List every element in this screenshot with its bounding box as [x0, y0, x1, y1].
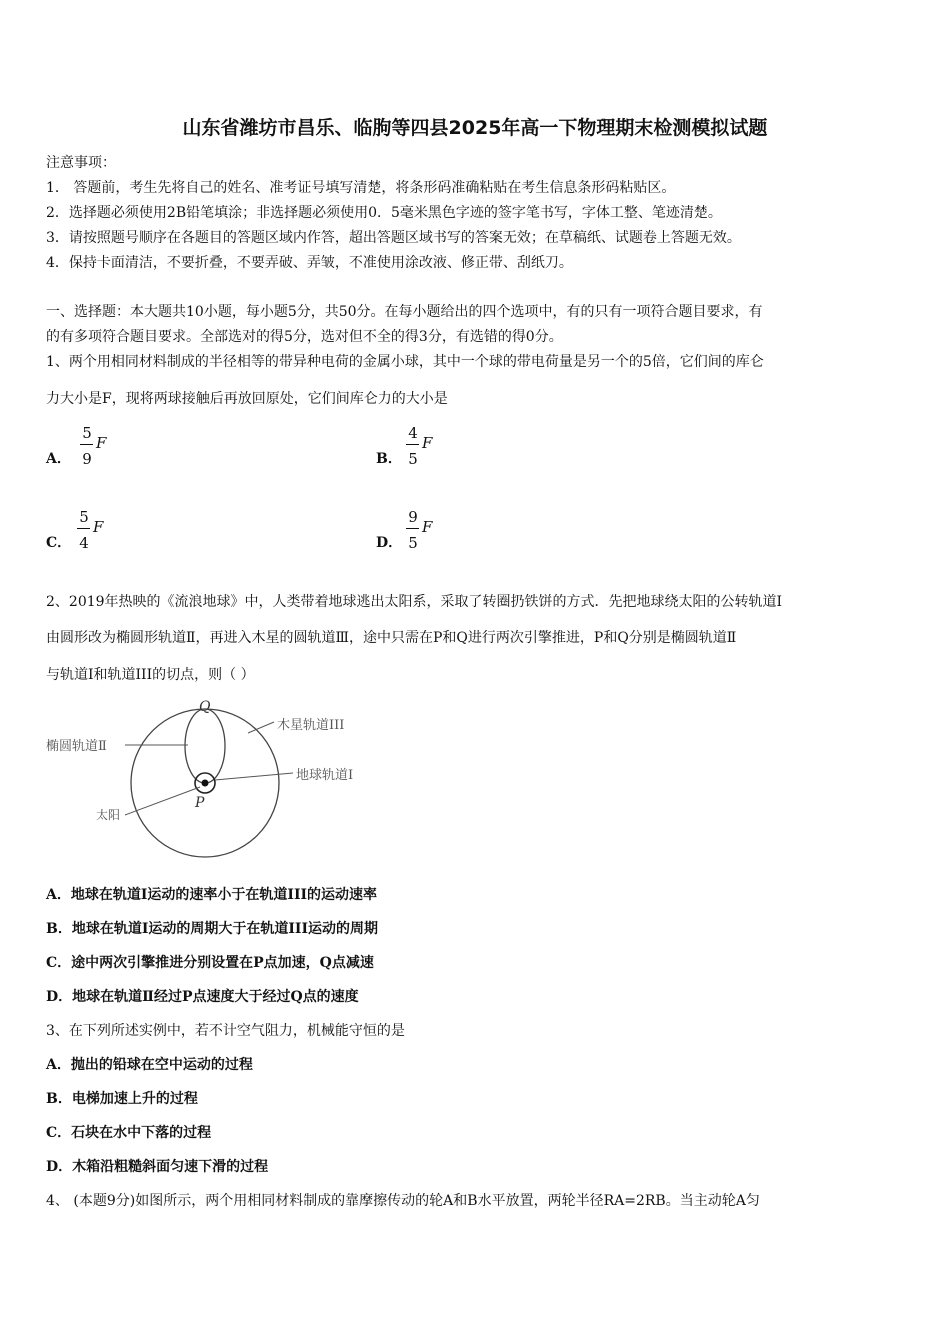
- elliptical-orbit: [185, 709, 225, 783]
- question-3-option: A．抛出的铅球在空中运动的过程: [46, 1057, 253, 1073]
- fraction-numerator: 4: [408, 424, 418, 442]
- fraction-bar: [406, 444, 419, 445]
- fraction-denominator: 4: [79, 534, 89, 552]
- force-variable: F: [96, 434, 107, 452]
- question-2-option: C．途中两次引擎推进分别设置在P点加速，Q点减速: [46, 955, 374, 971]
- notice-item: 2．选择题必须使用2B铅笔填涂；非选择题必须使用0．5毫米黑色字迹的签字笔书写，字体工整、笔迹清楚。: [46, 205, 722, 221]
- orbit-diagram: [40, 695, 400, 865]
- question-2-option: B．地球在轨道I运动的周期大于在轨道III运动的周期: [46, 921, 379, 937]
- notice-item: 3．请按照题号顺序在各题目的答题区域内作答，超出答题区域书写的答案无效；在草稿纸、试题卷上答题无效。: [46, 230, 741, 246]
- label-elliptical-orbit: 椭圆轨道Ⅱ: [46, 739, 107, 754]
- notice-item: 4．保持卡面清洁，不要折叠，不要弄破、弄皱，不准使用涂改液、修正带、刮纸刀。: [46, 255, 573, 271]
- page-title: 山东省潍坊市昌乐、临朐等四县2025年高一下物理期末检测模拟试题: [182, 117, 768, 139]
- fraction-denominator: 5: [408, 534, 418, 552]
- question-3-option: B．电梯加速上升的过程: [46, 1091, 198, 1107]
- question-2-option: D．地球在轨道Ⅱ经过P点速度大于经过Q点的速度: [46, 989, 359, 1005]
- fraction-numerator: 9: [408, 508, 418, 526]
- question-2-stem: 与轨道I和轨道III的切点，则（ ）: [46, 667, 255, 683]
- section-intro-line: 的有多项符合题目要求。全部选对的得5分，选对但不全的得3分，有选错的得0分。: [46, 329, 563, 345]
- option-label: B．: [376, 451, 402, 467]
- sun-icon: [202, 780, 209, 787]
- notice-heading: 注意事项：: [46, 155, 116, 171]
- fraction-bar: [77, 528, 90, 529]
- question-3-stem: 3、在下列所述实例中，若不计空气阻力，机械能守恒的是: [46, 1023, 405, 1039]
- force-variable: F: [93, 518, 104, 536]
- question-4-stem: 4、 (本题9分)如图所示，两个用相同材料制成的靠摩擦传动的轮A和B水平放置，两轮半径RA=2RB。当主动轮A匀: [46, 1193, 760, 1209]
- fraction-denominator: 5: [408, 450, 418, 468]
- label-q: Q: [199, 699, 211, 715]
- option-label: D．: [376, 535, 403, 551]
- section-intro-line: 一、选择题：本大题共10小题，每小题5分，共50分。在每小题给出的四个选项中，有的只有一项符合题目要求，有: [46, 304, 763, 320]
- question-2-option: A．地球在轨道I运动的速率小于在轨道III的运动速率: [46, 887, 378, 903]
- question-2-stem: 2、2019年热映的《流浪地球》中，人类带着地球逃出太阳系，采取了转圈扔铁饼的方式．先把地球绕太阳的公转轨道I: [46, 594, 783, 610]
- fraction-denominator: 9: [82, 450, 92, 468]
- force-variable: F: [422, 434, 433, 452]
- question-2-stem: 由圆形改为椭圆形轨道Ⅱ，再进入木星的圆轨道Ⅲ，途中只需在P和Q进行两次引擎推进，P和Q分别是椭圆轨道Ⅱ: [46, 630, 737, 646]
- question-3-option: D．木箱沿粗糙斜面匀速下滑的过程: [46, 1159, 269, 1175]
- notice-item: 1． 答题前，考生先将自己的姓名、准考证号填写清楚，将条形码准确粘贴在考生信息条形码粘贴区。: [46, 180, 676, 196]
- fraction-bar: [80, 444, 93, 445]
- label-earth-orbit: 地球轨道Ⅰ: [296, 768, 354, 783]
- question-1-stem: 1、两个用相同材料制成的半径相等的带异种电荷的金属小球，其中一个球的带电荷量是另一个的5倍，它们间的库仑: [46, 354, 764, 370]
- fraction-numerator: 5: [79, 508, 89, 526]
- fraction-numerator: 5: [82, 424, 92, 442]
- option-label: C．: [46, 535, 72, 551]
- fraction-bar: [406, 528, 419, 529]
- label-jupiter-orbit: 木星轨道III: [277, 718, 345, 733]
- question-1-stem: 力大小是F，现将两球接触后再放回原处，它们间库仑力的大小是: [46, 391, 448, 407]
- label-p: P: [195, 795, 205, 811]
- label-sun: 太阳: [96, 808, 121, 822]
- question-3-option: C．石块在水中下落的过程: [46, 1125, 212, 1141]
- option-label: A．: [46, 451, 71, 467]
- force-variable: F: [422, 518, 433, 536]
